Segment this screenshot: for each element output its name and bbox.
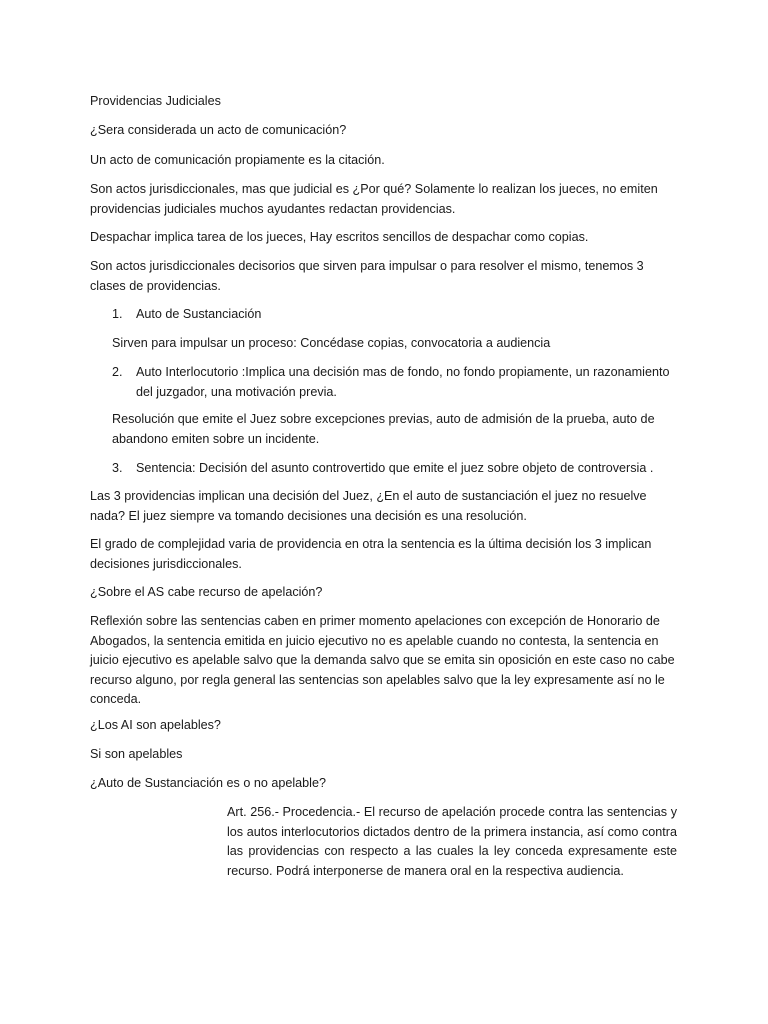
paragraph-three-providencias: Las 3 providencias implican una decisión del Juez, ¿En el auto de sustanciación el juez no resuelve nada? El juez siempre va tomando decisiones una decisión es una resolución. xyxy=(90,489,647,523)
paragraph-complexity: El grado de complejidad varia de providencia en otra la sentencia es la última decisión los 3 implican decisiones jurisdiccionales. xyxy=(90,537,652,571)
list-number: 1. xyxy=(112,307,123,321)
list-number: 3. xyxy=(112,461,123,475)
answer-ai-appealable: Si son apelables xyxy=(90,747,183,761)
sub-paragraph-sustanciacion: Sirven para impulsar un proceso: Concédase copias, convocatoria a audiencia xyxy=(112,336,551,350)
question-ai-appealable: ¿Los AI son apelables? xyxy=(90,718,221,732)
article-256-quote: Art. 256.- Procedencia.- El recurso de apelación procede contra las sentencias y los autos interlocutorios dictados dentro de la primera instancia, así como contra las providencias con respecto a las cuales la ley conceda expresamente este recurso. Podrá interponerse de manera oral en la respectiva audiencia. xyxy=(227,805,677,878)
question-communication-act: ¿Sera considerada un acto de comunicación? xyxy=(90,123,347,137)
paragraph-dispatch: Despachar implica tarea de los jueces, Hay escritos sencillos de despachar como copias. xyxy=(90,230,589,244)
list-text: Auto de Sustanciación xyxy=(136,307,262,321)
list-text: Sentencia: Decisión del asunto controvertido que emite el juez sobre objeto de controversia . xyxy=(136,461,654,475)
list-item-2 xyxy=(112,363,682,402)
list-item-1 xyxy=(112,305,682,325)
question-as-appeal: ¿Sobre el AS cabe recurso de apelación? xyxy=(90,585,323,599)
document-title: Providencias Judiciales xyxy=(90,94,221,108)
list-number: 2. xyxy=(112,365,123,379)
paragraph-jurisdictional-acts: Son actos jurisdiccionales, mas que judicial es ¿Por qué? Solamente lo realizan los jueces, no emiten providencias judiciales muchos ayudantes redactan providencias. xyxy=(90,182,658,216)
sub-paragraph-interlocutorio: Resolución que emite el Juez sobre excepciones previas, auto de admisión de la prueba, auto de abandono emiten sobre un incidente. xyxy=(112,412,655,446)
list-text: Auto Interlocutorio :Implica una decisión mas de fondo, no fondo propiamente, un razonamiento del juzgador, una motivación previa. xyxy=(136,365,670,399)
paragraph-decision-acts: Son actos jurisdiccionales decisorios que sirven para impulsar o para resolver el mismo, tenemos 3 clases de providencias. xyxy=(90,259,644,293)
question-auto-sustanciacion: ¿Auto de Sustanciación es o no apelable? xyxy=(90,776,326,790)
paragraph-reflection: Reflexión sobre las sentencias caben en primer momento apelaciones con excepción de Honorario de Abogados, la sentencia emitida en juicio ejecutivo no es apelable cuando no contesta, la sentencia en juicio ejecutivo es apelable salvo que la demanda salvo que se emita sin oposición en este caso no cabe recurso alguno, por regla general las sentencias son apelables salvo que la ley expresamente así no le conceda. xyxy=(90,614,675,706)
paragraph-citation: Un acto de comunicación propiamente es la citación. xyxy=(90,153,385,167)
list-item-3 xyxy=(112,459,682,479)
